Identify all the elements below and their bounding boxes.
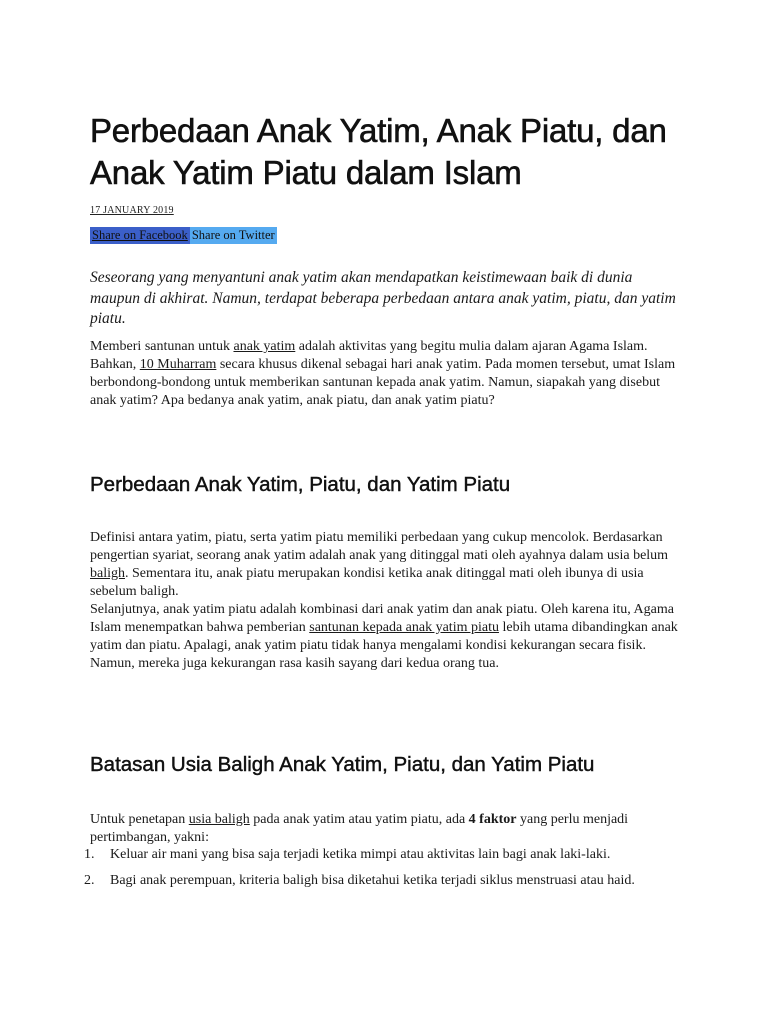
list-item-text: Bagi anak perempuan, kriteria baligh bisa diketahui ketika terjadi siklus menstruasi atau haid.	[110, 873, 635, 888]
definition-paragraph	[90, 529, 685, 601]
list-number: 1.	[84, 847, 95, 862]
share-bar	[90, 227, 277, 244]
yatim-piatu-paragraph	[90, 601, 685, 673]
article-title: Perbedaan Anak Yatim, Anak Piatu, dan Anak Yatim Piatu dalam Islam	[90, 112, 667, 191]
text-span: Untuk penetapan	[90, 812, 189, 827]
list-item	[84, 872, 690, 890]
baligh-factors-list	[84, 846, 690, 898]
text-span: adalah aktivitas yang begitu mulia dalam ajaran Agama Islam. Bahkan,	[90, 339, 648, 372]
share-facebook-button[interactable]: Share on Facebook	[92, 228, 188, 242]
factor-count: 4 faktor	[468, 812, 517, 827]
anak-yatim-link[interactable]: anak yatim	[233, 339, 296, 354]
text-span: Selanjutnya, anak yatim piatu adalah kombinasi dari anak yatim dan anak piatu. Oleh karena itu, Agama Islam menempatkan bahwa pemberian	[90, 602, 674, 635]
list-item	[84, 846, 690, 864]
text-span: lebih utama dibandingkan anak yatim dan piatu. Apalagi, anak yatim piatu tidak hanya mengalami kondisi kekurangan secara fisik. Namun, mereka juga kekurangan rasa kasih sayang dari kedua orang tua.	[90, 620, 678, 671]
10-muharram-link[interactable]: 10 Muharram	[139, 357, 217, 372]
baligh-link[interactable]: baligh	[90, 566, 125, 581]
article-date[interactable]: 17 JANUARY 2019	[90, 205, 174, 216]
section-heading-perbedaan: Perbedaan Anak Yatim, Piatu, dan Yatim Piatu	[90, 473, 511, 496]
article-lead: Seseorang yang menyantuni anak yatim akan mendapatkan keistimewaan baik di dunia maupun di akhirat. Namun, terdapat beberapa perbedaan antara anak yatim, piatu, dan yatim piatu.	[90, 269, 676, 327]
usia-baligh-link[interactable]: usia baligh	[188, 812, 250, 827]
santunan-link[interactable]: santunan kepada anak yatim piatu	[309, 620, 499, 635]
text-span: pada anak yatim atau yatim piatu, ada	[249, 812, 469, 827]
list-number: 2.	[84, 873, 95, 888]
intro-paragraph	[90, 338, 685, 410]
list-item-text: Keluar air mani yang bisa saja terjadi ketika mimpi atau aktivitas lain bagi anak laki-laki.	[110, 847, 611, 862]
factors-paragraph	[90, 811, 685, 847]
text-span: Definisi antara yatim, piatu, serta yatim piatu memiliki perbedaan yang cukup mencolok. Berdasarkan pengertian syariat, seorang anak yatim adalah anak yang ditinggal mati oleh ayahnya dalam usia belum	[90, 530, 669, 563]
text-span: Memberi santunan untuk	[90, 339, 234, 354]
text-span: yang perlu menjadi pertimbangan, yakni:	[90, 812, 629, 845]
text-span: secara khusus dikenal sebagai hari anak yatim. Pada momen tersebut, umat Islam berbondong-bondong untuk memberikan santunan kepada anak yatim. Namun, siapakah yang disebut anak yatim? Apa bedanya anak yatim, anak piatu, dan anak yatim piatu?	[90, 357, 676, 408]
section-heading-batasan-usia: Batasan Usia Baligh Anak Yatim, Piatu, dan Yatim Piatu	[90, 753, 595, 776]
share-twitter-button[interactable]: Share on Twitter	[191, 228, 275, 242]
text-span: . Sementara itu, anak piatu merupakan kondisi ketika anak ditinggal mati oleh ibunya di usia sebelum baligh.	[90, 566, 644, 599]
